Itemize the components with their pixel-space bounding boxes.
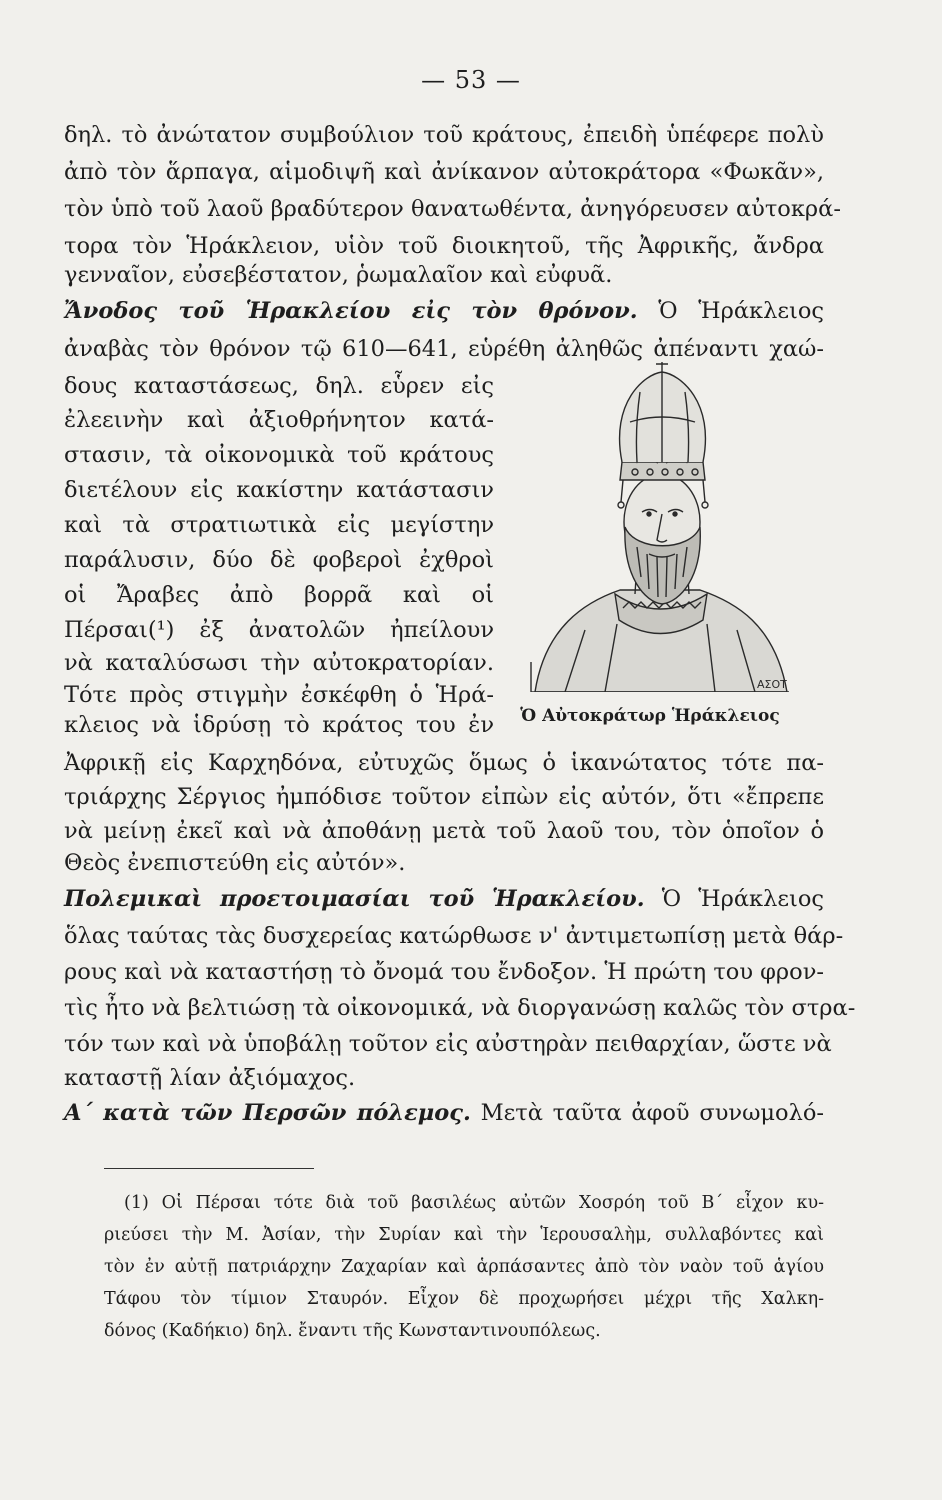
text-line: Θεὸς ἐνεπιστεύθη εἰς αὐτόν». bbox=[64, 850, 406, 876]
section-heading-line bbox=[64, 1098, 824, 1128]
page-number: — 53 — bbox=[421, 66, 521, 94]
text-line: ρους καὶ νὰ καταστήσῃ τὸ ὄνομά του ἔνδοξον. Ἡ πρώτη του φρον- bbox=[64, 959, 824, 985]
footnote-divider bbox=[104, 1168, 314, 1169]
text-line: δους καταστάσεως, δηλ. εὗρεν εἰς bbox=[64, 373, 494, 399]
footnote-line: Τάφου τὸν τίμιον Σταυρόν. Εἶχον δὲ προχωρήσει μέχρι τῆς Χαλκη- bbox=[104, 1289, 824, 1309]
text-line: καὶ τὰ στρατιωτικὰ εἰς μεγίστην bbox=[64, 512, 494, 538]
text-line: στασιν, τὰ οἰκονομικὰ τοῦ κράτους bbox=[64, 442, 494, 468]
text-line: Πέρσαι(¹) ἐξ ἀνατολῶν ἠπείλουν bbox=[64, 617, 494, 643]
section-heading: Α΄ κατὰ τῶν Περσῶν πόλεμος. bbox=[64, 1100, 471, 1126]
text-line: τριάρχης Σέργιος ἠμπόδισε τοῦτον εἰπὼν εἰς αὐτόν, ὅτι «ἔπρεπε bbox=[64, 784, 824, 810]
engraver-signature: ΑΣΟΤ bbox=[757, 678, 787, 691]
section-heading-line bbox=[64, 296, 824, 326]
footnote-line: δόνος (Καδήκιο) δηλ. ἔναντι τῆς Κωνσταντινουπόλεως. bbox=[104, 1321, 601, 1341]
text-line: νὰ καταλύσωσι τὴν αὐτοκρατορίαν. bbox=[64, 650, 494, 676]
footnote-line: τὸν ἐν αὐτῇ πατριάρχην Ζαχαρίαν καὶ ἁρπάσαντες ἀπὸ τὸν ναὸν τοῦ ἁγίου bbox=[104, 1257, 824, 1277]
emperor-portrait-illustration bbox=[525, 362, 795, 692]
section-heading: Ἄνοδος τοῦ Ἡρακλείου εἰς τὸν θρόνον. bbox=[64, 298, 638, 324]
text-line: ἐλεεινὴν καὶ ἀξιοθρήνητον κατά- bbox=[64, 407, 494, 433]
text-span: Μετὰ ταῦτα ἀφοῦ συνωμολό- bbox=[480, 1100, 825, 1126]
footnote-line: (1) Οἱ Πέρσαι τότε διὰ τοῦ βασιλέως αὐτῶν Χοσρόη τοῦ Β΄ εἶχον κυ- bbox=[124, 1193, 824, 1213]
text-line: διετέλουν εἰς κακίστην κατάστασιν bbox=[64, 477, 494, 503]
text-line: Ἀφρικῇ εἰς Καρχηδόνα, εὐτυχῶς ὅμως ὁ ἱκανώτατος τότε πα- bbox=[64, 750, 824, 776]
footnote-line: ριεύσει τὴν Μ. Ἀσίαν, τὴν Συρίαν καὶ τὴν Ἱερουσαλὴμ, συλλαβόντες καὶ bbox=[104, 1225, 824, 1245]
text-line: καταστῇ λίαν ἀξιόμαχος. bbox=[64, 1065, 356, 1091]
text-line: ὅλας ταύτας τὰς δυσχερείας κατώρθωσε ν' ἀντιμετωπίσῃ μετὰ θάρ- bbox=[64, 923, 844, 949]
text-line: οἱ Ἄραβες ἀπὸ βορρᾶ καὶ οἱ bbox=[64, 582, 494, 608]
text-line: τὶς ἦτο νὰ βελτιώσῃ τὰ οἰκονομικά, νὰ διοργανώσῃ καλῶς τὸν στρα- bbox=[64, 995, 856, 1021]
text-line: νὰ μείνῃ ἐκεῖ καὶ νὰ ἀποθάνῃ μετὰ τοῦ λαοῦ του, τὸν ὁποῖον ὁ bbox=[64, 818, 824, 844]
text-line: τορα τὸν Ἡράκλειον, υἱὸν τοῦ διοικητοῦ, τῆς Ἀφρικῆς, ἄνδρα bbox=[64, 233, 824, 259]
section-heading-line bbox=[64, 884, 824, 914]
text-line: κλειος νὰ ἱδρύσῃ τὸ κράτος του ἐν bbox=[64, 712, 494, 738]
figure-caption: Ὁ Αὐτοκράτωρ Ἡράκλειος bbox=[520, 706, 780, 726]
text-span: Ὁ Ἡράκλειος bbox=[661, 886, 824, 912]
text-line: ἀπὸ τὸν ἅρπαγα, αἱμοδιψῆ καὶ ἀνίκανον αὐτοκράτορα «Φωκᾶν», bbox=[64, 159, 824, 185]
text-line: δηλ. τὸ ἀνώτατον συμβούλιον τοῦ κράτους, ἐπειδὴ ὑπέφερε πολὺ bbox=[64, 122, 824, 148]
text-span: Ὁ Ἡράκλειος bbox=[658, 298, 825, 324]
section-heading: Πολεμικαὶ προετοιμασίαι τοῦ Ἡρακλείου. bbox=[64, 886, 645, 912]
text-line: γενναῖον, εὐσεβέστατον, ῥωμαλαῖον καὶ εὐφυᾶ. bbox=[64, 262, 613, 288]
text-line: τόν των καὶ νὰ ὑποβάλῃ τοῦτον εἰς αὐστηρὰν πειθαρχίαν, ὥστε νὰ bbox=[64, 1031, 832, 1057]
text-line: Τότε πρὸς στιγμὴν ἐσκέφθη ὁ Ἡρά- bbox=[64, 682, 494, 708]
text-line: τὸν ὑπὸ τοῦ λαοῦ βραδύτερον θανατωθέντα, ἀνηγόρευσεν αὐτοκρά- bbox=[64, 196, 841, 222]
text-line: ἀναβὰς τὸν θρόνον τῷ 610—641, εὑρέθη ἀληθῶς ἀπέναντι χαώ- bbox=[64, 336, 824, 362]
text-line: παράλυσιν, δύο δὲ φοβεροὶ ἐχθροὶ bbox=[64, 547, 494, 573]
